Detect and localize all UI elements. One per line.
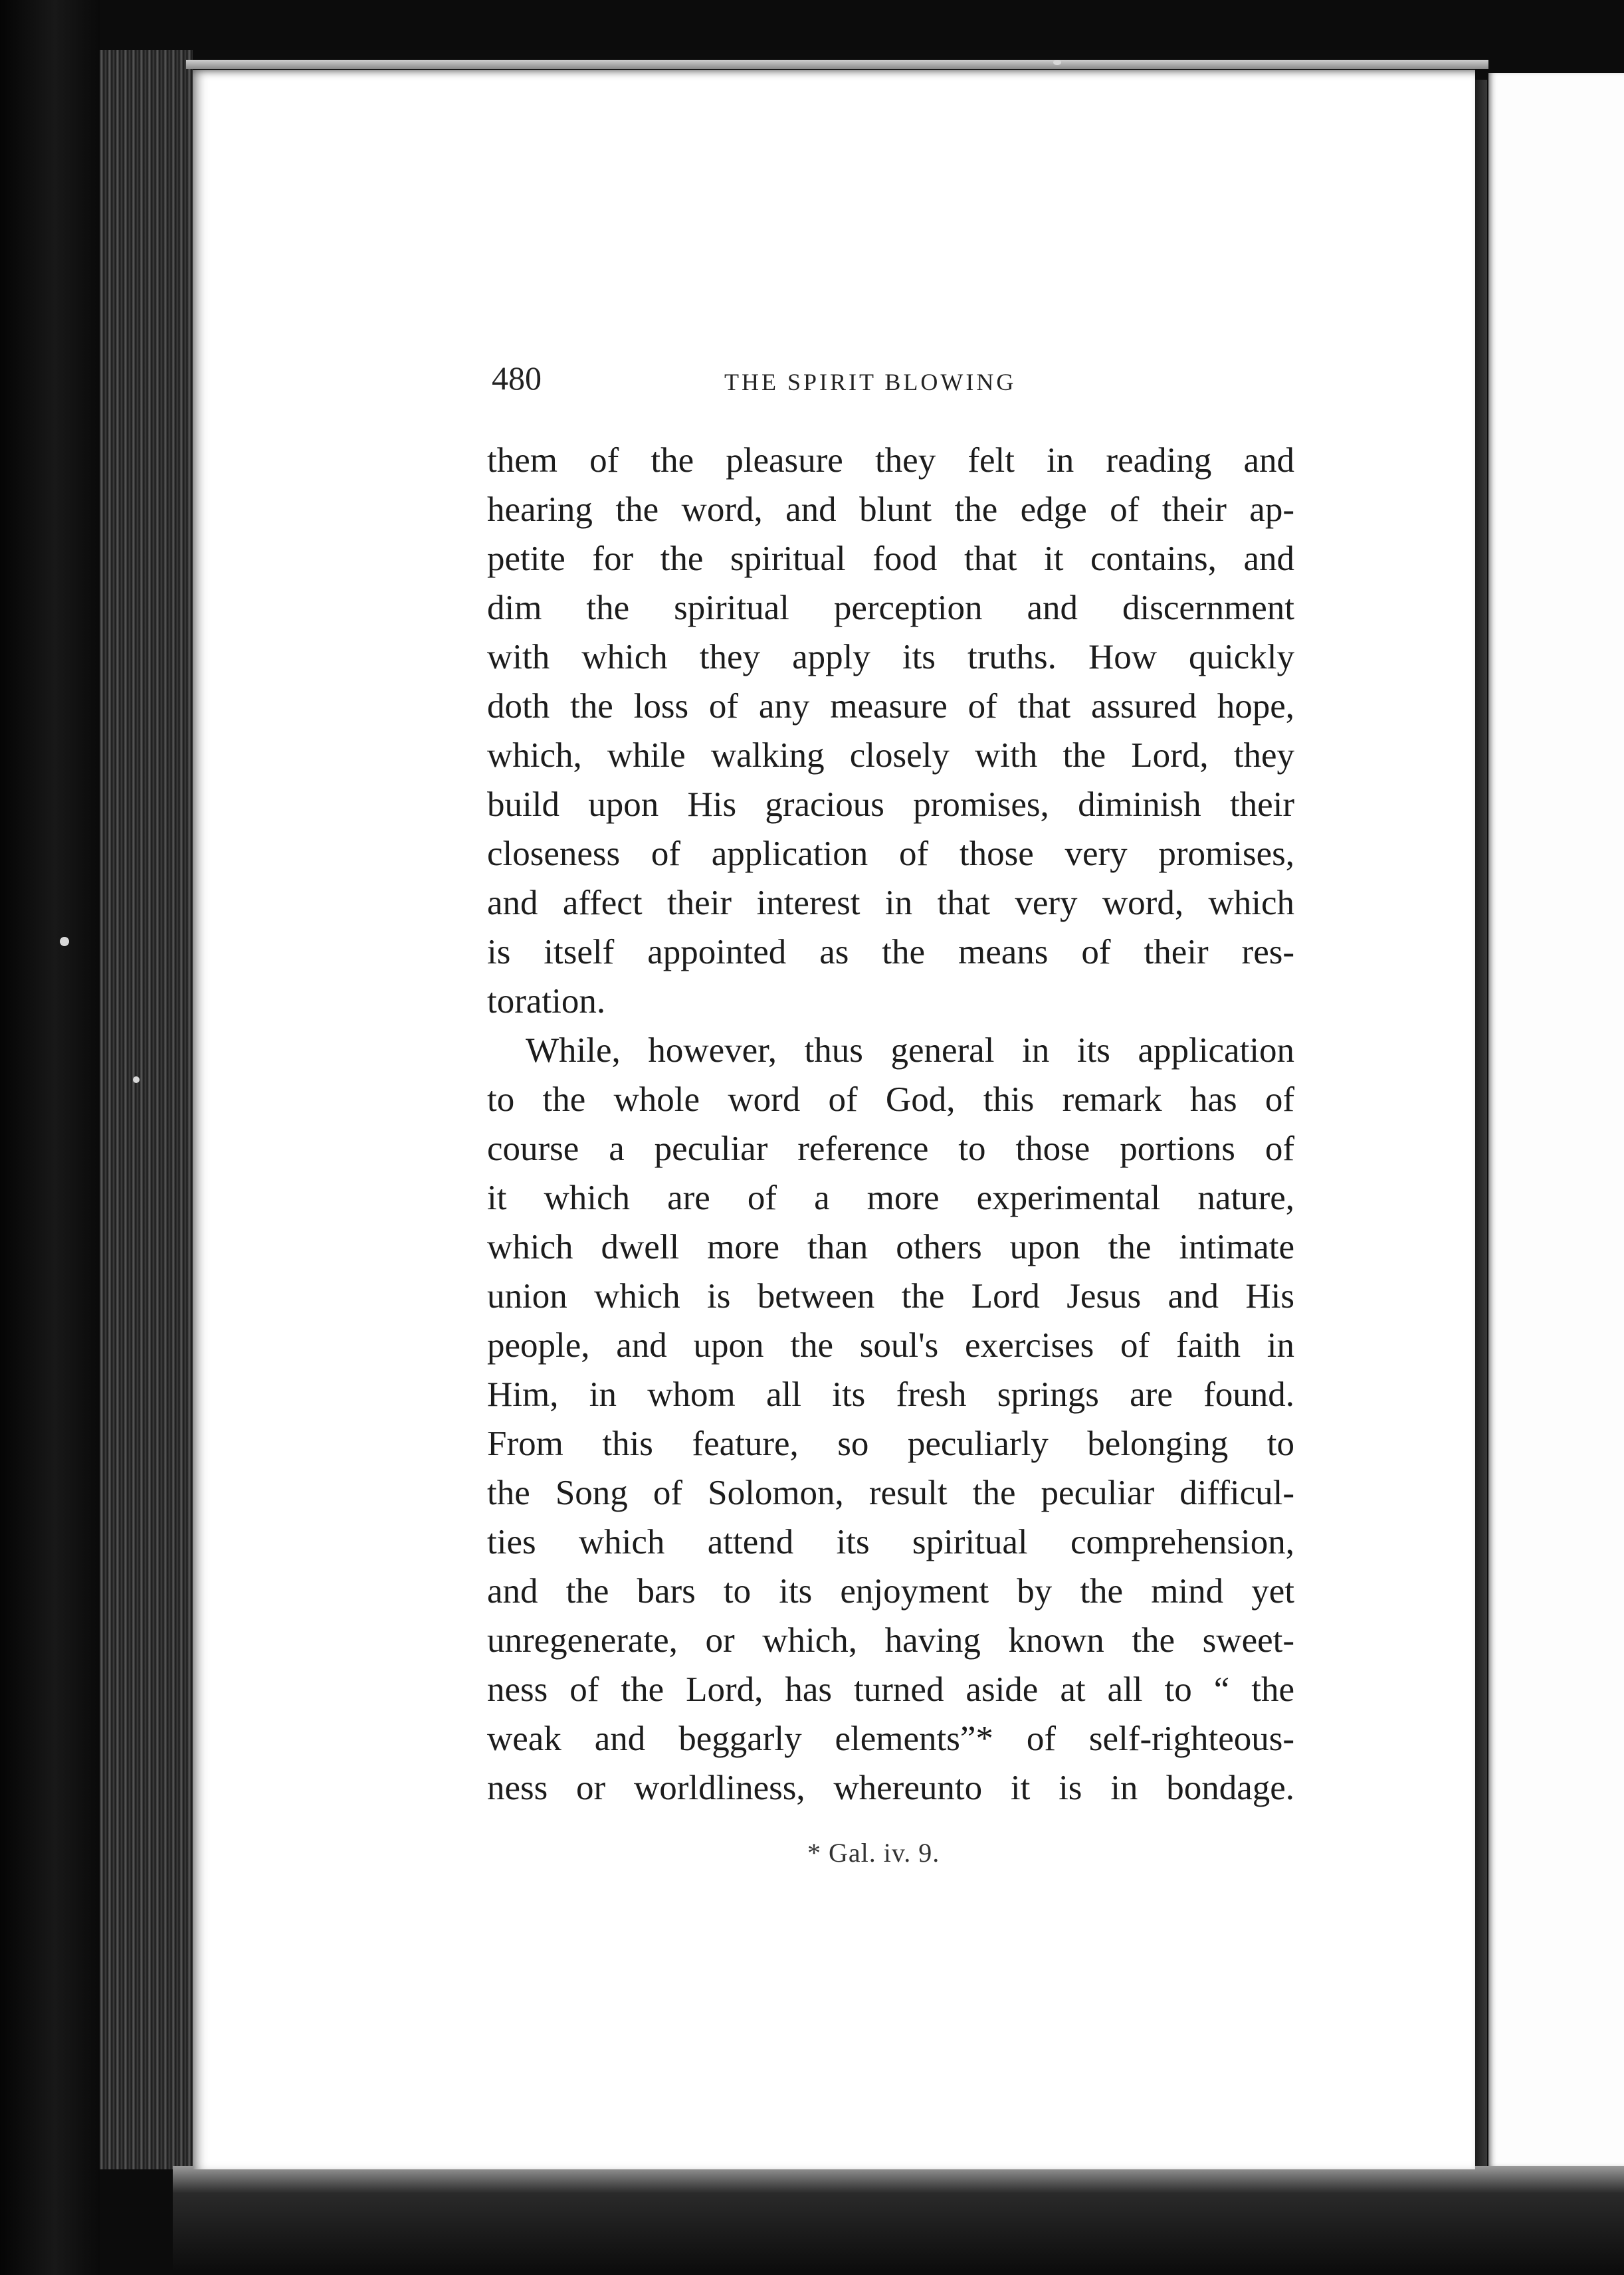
text-line: closeness of application of those very promises, [487,835,1294,873]
text-line: the Song of Solomon, result the peculiar difficul- [487,1474,1294,1512]
text-line: ness or worldliness, whereunto it is in bondage. [487,1769,1294,1807]
text-line: dim the spiritual perception and discernment [487,589,1294,627]
footnote: * Gal. iv. 9. [807,1838,940,1868]
book-cover-edge [0,0,100,2275]
text-line: Him, in whom all its fresh springs are found. [487,1375,1294,1414]
body-text [487,436,1294,1813]
text-line: to the whole word of God, this remark has of [487,1080,1294,1119]
text-line: union which is between the Lord Jesus and His [487,1277,1294,1316]
text-line: From this feature, so peculiarly belonging to [487,1425,1294,1463]
text-line: them of the pleasure they felt in reading and [487,441,1294,480]
text-line: course a peculiar reference to those portions of [487,1130,1294,1168]
text-line: it which are of a more experimental nature, [487,1179,1294,1217]
scan-speck [1053,60,1061,65]
text-line: unregenerate, or which, having known the sweet- [487,1621,1294,1660]
book-gutter [1474,80,1487,2179]
text-line: toration. [487,982,606,1021]
text-line: hearing the word, and blunt the edge of their ap- [487,490,1294,529]
text-line: build upon His gracious promises, diminish their [487,785,1294,824]
scan-speck [133,1076,140,1083]
text-line: ties which attend its spiritual comprehension, [487,1523,1294,1561]
text-line: which, while walking closely with the Lord, they [487,736,1294,775]
text-line: While, however, thus general in its application [526,1031,1294,1070]
page-bottom-edge [173,2166,1624,2275]
scan-speck [60,937,69,946]
text-line: and the bars to its enjoyment by the mind yet [487,1572,1294,1611]
page-top-edge [186,60,1488,69]
text-line: doth the loss of any measure of that assured hope, [487,687,1294,726]
page-number: 480 [492,359,542,397]
text-line: people, and upon the soul's exercises of faith in [487,1326,1294,1365]
text-line: petite for the spiritual food that it contains, and [487,540,1294,578]
page-block-edge [100,50,193,2169]
text-line: ness of the Lord, has turned aside at all to “ the [487,1670,1294,1709]
running-head [492,359,1296,405]
text-line: which dwell more than others upon the intimate [487,1228,1294,1266]
text-line: is itself appointed as the means of their res- [487,933,1294,971]
paragraph-1 [487,436,1294,1026]
text-line: with which they apply its truths. How quickly [487,638,1294,676]
text-line: weak and beggarly elements”* of self-righteous- [487,1720,1294,1758]
paragraph-2 [487,1026,1294,1813]
running-title: THE SPIRIT BLOWING [724,369,1017,395]
facing-page [1488,73,1624,2166]
text-line: and affect their interest in that very word, which [487,884,1294,922]
